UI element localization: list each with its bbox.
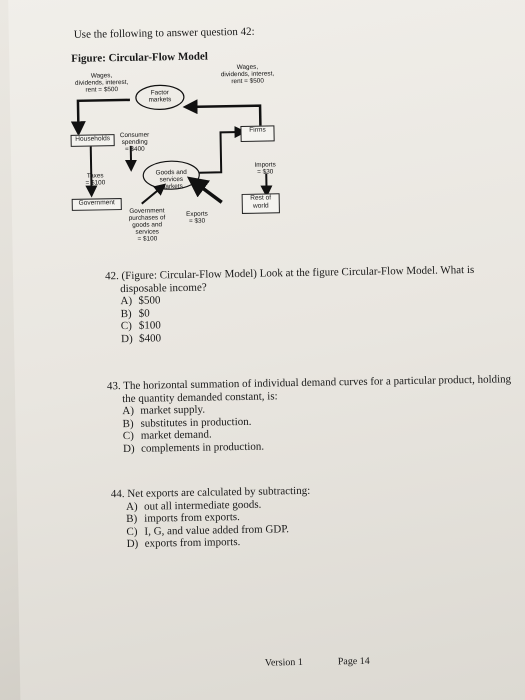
answer-option: C) I, G, and value added from GDP. (126, 522, 290, 538)
answer-option: A) market supply. (122, 403, 206, 418)
answer-option: D) $400 (120, 331, 162, 345)
answer-option: A) $500 (120, 294, 161, 308)
figure-title: Figure: Circular-Flow Model (71, 50, 208, 65)
government-box: Government (72, 198, 122, 211)
answer-option: B) substitutes in production. (122, 415, 252, 430)
question-stem-continued: the quantity demanded constant, is: (122, 389, 278, 405)
taxes-label: Taxes = $100 (85, 172, 106, 187)
question-stem: The horizontal summation of individual demand curves for a particular product, holding (123, 373, 512, 393)
households-box: Households (71, 134, 115, 147)
exam-page (8, 0, 525, 700)
question-stem: (Figure: Circular-Flow Model) Look at the figure Circular-Flow Model. What is (121, 263, 475, 283)
answer-option: C) $100 (120, 319, 161, 333)
answer-option: D) complements in production. (122, 440, 265, 455)
wages-left-label: Wages, dividends, interest, rent = $500 (74, 72, 129, 94)
question-43 (107, 373, 513, 455)
page-number: Page 14 (337, 655, 370, 668)
question-42 (105, 264, 476, 345)
question-44 (111, 485, 312, 551)
intro-text: Use the following to answer question 42: (73, 25, 255, 41)
version-label: Version 1 (264, 656, 303, 669)
question-stem: Net exports are calculated by subtracting: (127, 484, 311, 500)
answer-option: A) out all intermediate goods. (125, 498, 262, 513)
question-number: 42. (104, 270, 119, 283)
question-number: 44. (110, 488, 125, 501)
factor-markets-label: Factor markets (148, 89, 172, 104)
goods-services-markets-label: Goods and services markets (155, 168, 187, 191)
rest-of-world-box: Rest of world (242, 193, 280, 214)
consumer-spending-label: Consumer spending = $400 (119, 131, 150, 153)
question-number: 43. (106, 380, 121, 393)
imports-label: Imports = $30 (254, 161, 276, 176)
circular-flow-diagram (69, 63, 292, 259)
answer-option: D) exports from imports. (126, 536, 241, 551)
question-stem-continued: disposable income? (120, 281, 207, 295)
government-purchases-label: Government purchases of goods and services = $100 (128, 207, 166, 243)
firms-box: Firms (240, 125, 274, 142)
answer-option: B) imports from exports. (126, 511, 240, 526)
wages-right-label: Wages, dividends, interest, rent = $500 (220, 63, 275, 86)
exports-label: Exports = $30 (186, 210, 208, 225)
answer-option: C) market demand. (122, 428, 212, 443)
answer-option: B) $0 (120, 307, 150, 320)
